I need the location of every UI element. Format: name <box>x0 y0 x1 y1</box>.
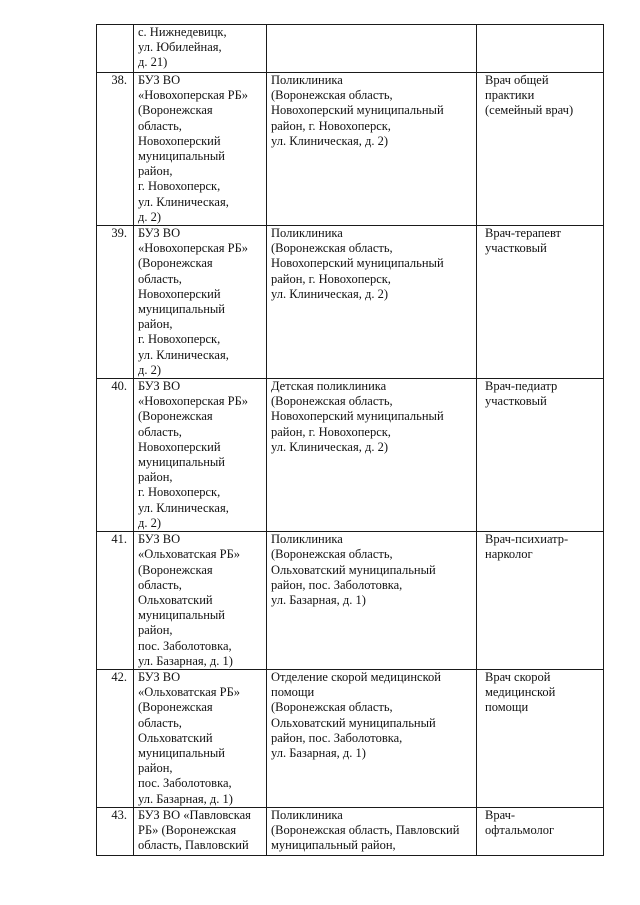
table-row <box>97 807 604 855</box>
table-row <box>97 532 604 670</box>
organization-cell: БУЗ ВО «Ольховатская РБ» (Воронежская область, Ольховатский муниципальный район, пос. Заболотовка, ул. Базарная, д. 1) <box>134 669 267 807</box>
specialty-cell: Врач-педиатр участковый <box>477 379 604 532</box>
organization-cell: с. Нижнедевицк, ул. Юбилейная, д. 21) <box>134 25 267 73</box>
specialty-cell: Врач скорой медицинской помощи <box>477 669 604 807</box>
row-number-cell: 40. <box>97 379 134 532</box>
organization-cell: БУЗ ВО «Новохоперская РБ» (Воронежская область, Новохоперский муниципальный район, г. Новохоперск, ул. Клиническая, д. 2) <box>134 379 267 532</box>
table-row <box>97 73 604 226</box>
row-number-cell: 41. <box>97 532 134 670</box>
row-number-cell <box>97 25 134 73</box>
organization-cell: БУЗ ВО «Новохоперская РБ» (Воронежская область, Новохоперский муниципальный район, г. Новохоперск, ул. Клиническая, д. 2) <box>134 73 267 226</box>
table-row <box>97 25 604 73</box>
row-number-cell: 38. <box>97 73 134 226</box>
address-cell: Поликлиника (Воронежская область, Новохоперский муниципальный район, г. Новохоперск, ул. Клиническая, д. 2) <box>267 226 477 379</box>
row-number-cell: 39. <box>97 226 134 379</box>
address-cell: Поликлиника (Воронежская область, Новохоперский муниципальный район, г. Новохоперск, ул. Клиническая, д. 2) <box>267 73 477 226</box>
specialty-cell: Врач-терапевт участковый <box>477 226 604 379</box>
organization-cell: БУЗ ВО «Новохоперская РБ» (Воронежская область, Новохоперский муниципальный район, г. Новохоперск, ул. Клиническая, д. 2) <box>134 226 267 379</box>
organization-cell: БУЗ ВО «Ольховатская РБ» (Воронежская область, Ольховатский муниципальный район, пос. Заболотовка, ул. Базарная, д. 1) <box>134 532 267 670</box>
specialty-cell: Врач общей практики (семейный врач) <box>477 73 604 226</box>
address-cell: Детская поликлиника (Воронежская область, Новохоперский муниципальный район, г. Новохоперск, ул. Клиническая, д. 2) <box>267 379 477 532</box>
table-row <box>97 379 604 532</box>
table-row <box>97 669 604 807</box>
specialty-cell <box>477 25 604 73</box>
address-cell: Отделение скорой медицинской помощи (Воронежская область, Ольховатский муниципальный район, пос. Заболотовка, ул. Базарная, д. 1) <box>267 669 477 807</box>
row-number-cell: 42. <box>97 669 134 807</box>
specialty-cell: Врач- офтальмолог <box>477 807 604 855</box>
address-cell: Поликлиника (Воронежская область, Ольховатский муниципальный район, пос. Заболотовка, ул. Базарная, д. 1) <box>267 532 477 670</box>
row-number-cell: 43. <box>97 807 134 855</box>
vacancy-table <box>96 24 604 856</box>
table-row <box>97 226 604 379</box>
organization-cell: БУЗ ВО «Павловская РБ» (Воронежская область, Павловский <box>134 807 267 855</box>
address-cell <box>267 25 477 73</box>
address-cell: Поликлиника (Воронежская область, Павловский муниципальный район, <box>267 807 477 855</box>
specialty-cell: Врач-психиатр- нарколог <box>477 532 604 670</box>
